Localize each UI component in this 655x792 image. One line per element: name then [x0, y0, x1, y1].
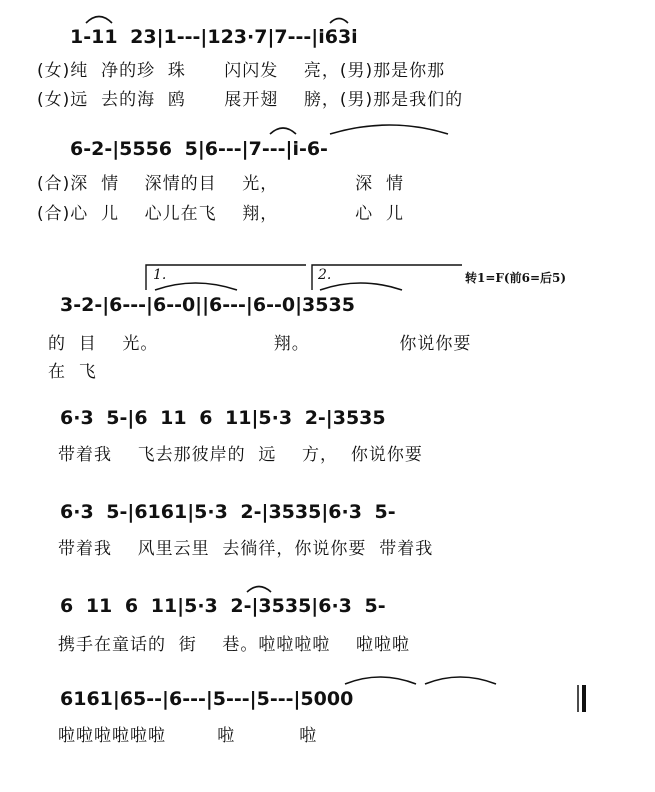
lyric-line: 携手在童话的 街 巷。啦啦啦啦 啦啦啦 [58, 635, 411, 655]
slur-mark [320, 283, 402, 290]
key-change-text: 转1=F(前6=后5) [465, 271, 567, 285]
slur-mark [155, 283, 237, 290]
lyric-line: (女)纯 净的珍 珠 闪闪发 亮，(男)那是你那 [37, 61, 446, 81]
slur-mark [345, 677, 416, 684]
music-line: 6 11 6 11|5·3 2-|3535|6·3 5- [60, 595, 386, 617]
lyric-line: 啦啦啦啦啦啦 啦 啦 [58, 726, 318, 746]
lyric-line: (合)心 儿 心儿在飞 翔， 心 儿 [37, 204, 404, 224]
slur-mark [270, 128, 296, 134]
slur-mark [247, 587, 271, 593]
music-line: 1-11 23|1---|123·7|7---|i63i [70, 26, 358, 48]
slur-mark [86, 17, 112, 24]
music-line: 6·3 5-|6161|5·3 2-|3535|6·3 5- [60, 501, 396, 523]
lyric-line: 带着我 风里云里 去徜徉，你说你要 带着我 [58, 539, 434, 559]
lyric-line: (合)深 情 深情的目 光， 深 情 [37, 174, 404, 194]
slur-mark [425, 677, 496, 684]
ending-label: 2. [318, 267, 332, 283]
lyric-line: (女)远 去的海 鸥 展开翅 膀，(男)那是我们的 [37, 90, 464, 110]
music-line: 6161|65--|6---|5---|5---|5000 [60, 688, 354, 710]
slur-mark [330, 125, 448, 134]
music-line: 6-2-|5556 5|6---|7---|i-6- [70, 138, 328, 160]
music-line: 3-2-|6---|6--0||6---|6--0|3535 [60, 294, 355, 316]
lyric-line: 带着我 飞去那彼岸的 远 方， 你说你要 [58, 445, 423, 465]
slur-mark [330, 19, 348, 24]
ending-label: 1. [153, 267, 167, 283]
lyric-line: 在 飞 [48, 362, 97, 382]
music-line: 6·3 5-|6 11 6 11|5·3 2-|3535 [60, 407, 386, 429]
lyric-line: 的 目 光。 翔。 你说你要 [48, 334, 472, 354]
